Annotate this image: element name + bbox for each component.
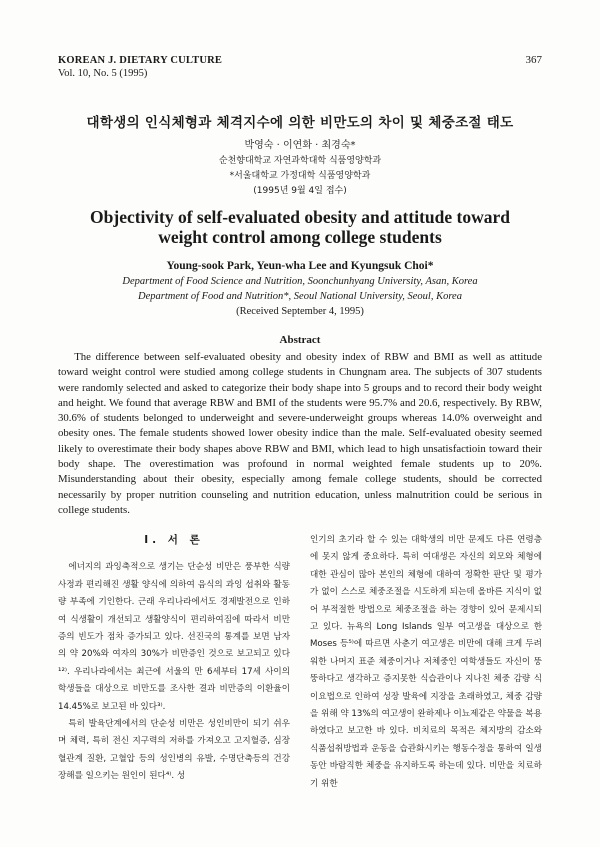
korean-authors: 박영숙 · 이연화 · 최경숙* — [244, 140, 356, 151]
korean-affiliation-2: *서울대학교 가정대학 식품영양학과 — [229, 171, 371, 181]
journal-name: KOREAN J. DIETARY CULTURE — [58, 55, 223, 66]
journal-volume: Vol. 10, No. 5 (1995) — [58, 68, 148, 79]
paragraph: 인기의 초기라 할 수 있는 대학생의 비만 문제도 다른 연령층에 못지 않게 중요하다. 특히 여대생은 자신의 외모와 체형에 대한 관심이 많아 본인의 체형에 대하여 정확한 판단 및 평가가 없이 스스로 체중조절을 시도하게 되는데 올바른 지식이 없어 부적절한 방법으로 체중조절을 하는 경향이 있어 문제시되고 있다. 뉴욕의 Long Islands 일부 여고생을 대상으로 한 Moses 등⁵⁾에 따르면 사춘기 여고생은 비만에 대해 크게 두려워한 나머지 표준 체중이거나 저체중인 여학생들도 자신이 뚱뚱하다고 생각하고 증지못한 식습관이나 지나친 체중 감량 식이요법으로 인하여 성장 발육에 지장을 초래하였고, 체중 감량을 위해 약 13%의 여고생이 완하제나 이뇨제같은 약물을 복용하였다고 보고한 바 있다. 비치료의 목적은 체지방의 감소와 식품섭취방법과 운동을 습관화시키는 행동수정을 통하여 일생동안 바람직한 체중을 유지하도록 하는데 있다. 비만을 치료하기 위한 — [310, 535, 542, 789]
english-affiliation-1: Department of Food Science and Nutrition, Soonchunhyang University, Asan, Korea — [122, 276, 478, 287]
body-column-left — [58, 532, 290, 786]
english-title-line-1: Objectivity of self-evaluated obesity and attitude toward — [90, 207, 510, 227]
english-received-date: (Received September 4, 1995) — [236, 306, 364, 317]
journal-header — [58, 54, 222, 80]
english-title — [40, 207, 560, 247]
korean-received-date: (1995년 9월 4일 접수) — [253, 186, 347, 196]
english-title-line-2: weight control among college students — [158, 227, 442, 247]
korean-title: 대학생의 인식체형과 체격지수에 의한 비만도의 차이 및 체중조절 태도 — [86, 115, 514, 131]
body-column-right — [310, 532, 542, 793]
section-heading-introduction: I. 서 론 — [144, 534, 204, 546]
abstract-text: The difference between self-evaluated obesity and obesity index of RBW and BMI as well as attitude toward weight control were studied among college students in Chungnam area. The subjects of 307 students were randomly selected and asked to categorize their body shape into 5 groups and to record their body weight and height. We found that average RBW and BMI of the students were 95.7% and 20.6, respectively. By RBW, 30.6% of students belonged to underweight and severe-underweight groups whereas 14.0% overweight and obesity ones. The female students showed lower obesity indice than the male. Self-evaluated obesity seemed likely to overestimate their body shapes above RBW and BMI, which lead to high unsatisfactioin toward their body shape. The overestimation was profound in normal weighted female students up to 20%. Misunderstanding about their obesity, especially among female college students, should be corrected necessarily by proper nutrition counseling and nutrition education, unless malnutrition could be serious in college students. — [58, 351, 542, 516]
abstract-heading: Abstract — [279, 334, 321, 346]
english-affiliation-2: Department of Food and Nutrition*, Seoul National University, Seoul, Korea — [138, 291, 462, 302]
english-authors: Young-sook Park, Yeun-wha Lee and Kyungsuk Choi* — [166, 260, 434, 272]
page-number: 367 — [525, 54, 542, 66]
paragraph: 특히 발육단계에서의 단순성 비만은 성인비만이 되기 쉬우며 체력, 특히 전신 지구력의 저하를 가져오고 고지혈증, 심장혈관계 질환, 고혈압 등의 성인병의 유발, 수명단축등의 건강장해를 일으키는 원인이 된다⁴⁾. 성 — [58, 719, 290, 782]
paragraph: 에너지의 과잉축적으로 생기는 단순성 비만은 풍부한 식량 사정과 편리해진 생활 양식에 의하여 음식의 과잉 섭취와 활동량 부족에 기인한다. 근래 우리나라에서도 경제발전으로 인하여 식생활이 개선되고 생활양식이 편리하여짐에 따라서 비만증의 빈도가 점차 증가되고 있다. 선진국의 통계를 보면 남자의 약 20%와 여자의 30%가 비만증인 것으로 보고되고 있다¹²⁾. 우리나라에서는 최근에 서울의 만 6세부터 17세 사이의 학생들을 대상으로 비만도를 조사한 결과 비만증의 이환율이 14.45%로 보고된 바 있다³⁾. — [58, 562, 290, 712]
korean-affiliation-1: 순천향대학교 자연과학대학 식품영양학과 — [218, 156, 382, 166]
